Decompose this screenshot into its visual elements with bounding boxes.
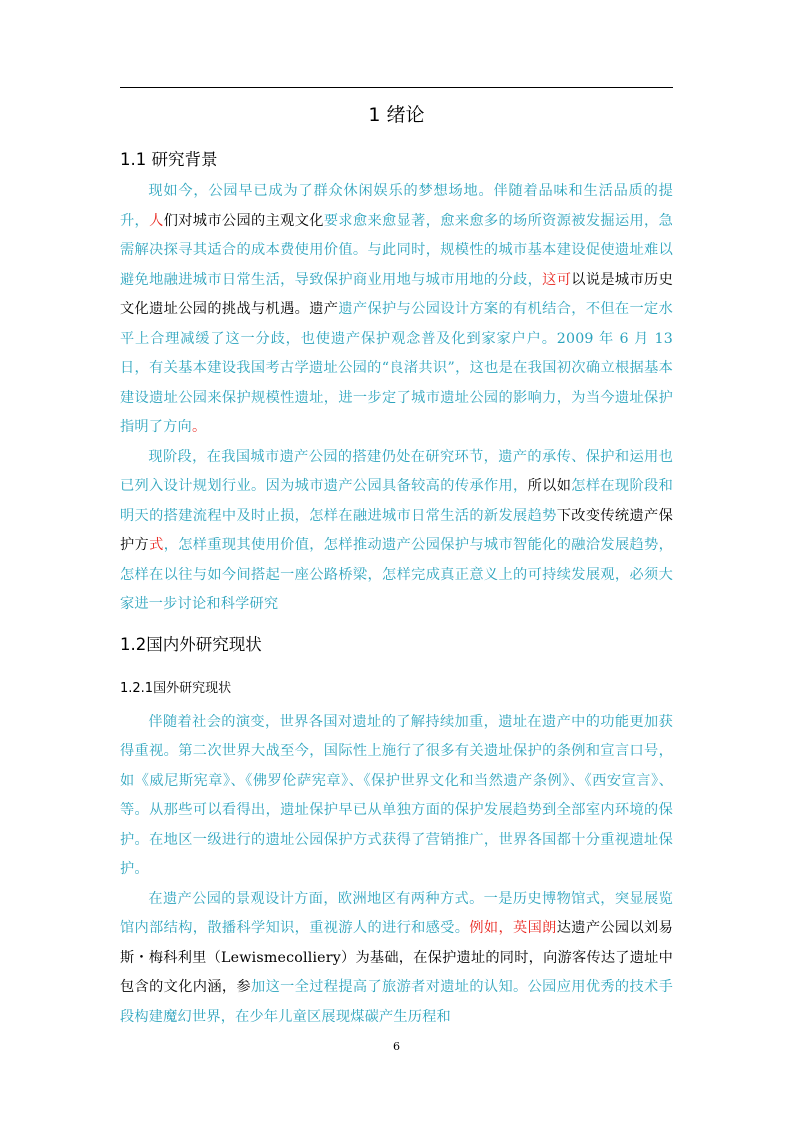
text-run: 下改变传统遗产保护方 (120, 507, 673, 553)
chapter-title: 1 绪论 (368, 104, 425, 126)
text-run: 加这一全过程提高了旅游者对遗址的认知。公园应用优秀的技术手段构建魔幻世界，在少年儿童区展现煤碳产生历程和 (120, 979, 673, 1025)
text-run: 所以如 (527, 478, 572, 494)
text-run: 现如今，公园早已成为了群众休闲娱乐的梦想场地。伴随着品味和生活品质的提升， (120, 183, 673, 229)
section-title-background: 1.1 研究背景 (120, 150, 218, 169)
text-run: 怎样在现阶段和明天的搭建流程中及时止损，怎样在融进城市日常生活的新发展趋势 (120, 478, 673, 524)
text-run: 达遗产公园以刘易斯・梅科利里（Lewismecolliery）为基础，在保护遗址的同时，向游客传达了遗址中包含的文化内涵，参 (120, 920, 673, 995)
header-rule (120, 87, 673, 88)
text-run: 这可 (542, 271, 572, 288)
text-run: ，怎样重现其使用价值，怎样推动遗产公园保护与城市智能化的融洽发展趋势，怎样在以往与如今间搭起一座公路桥梁，怎样完成真正意义上的可持续发展观，必须大家进一步讨论和科学研究 (120, 537, 673, 612)
text-run: 人 (149, 212, 164, 229)
section-title-research-status: 1.2国内外研究现状 (120, 634, 262, 654)
text-run: 伴随着社会的演变，世界各国对遗址的了解持续加重，遗址在遗产中的功能更加获得重视。第二次世界大战至今，国际性上施行了很多有关遗址保护的条例和宣言口号，如《威尼斯宪章》、《佛罗伦萨宪章》、《保护世界文化和当然遗产条例》、《西安宣言》、等。从那些可以看得出，遗址保护早已从单独方面的保护发展趋势到全部室内环境的保护。在地区一级进行的遗址公园保护方式获得了营销推广，世界各国都十分重视遗址保护。 (120, 713, 673, 877)
text-run: 在遗产公园的景观设计方面，欧洲地区有两种方式。一是历史博物馆式，突显展览馆内部结构，散播科学知识，重视游人的进行和感受。 (120, 890, 673, 936)
text-run: 现阶段，在我国城市遗产公园的搭建仍处在研究环节，遗产的承传、保护和运用也已列入设计规划行业。因为城市遗产公园具备较高的传承作用， (120, 448, 673, 494)
text-run: 们对城市公园的主观文化 (163, 212, 324, 229)
document-body (120, 95, 673, 1032)
text-run: 。 (191, 419, 207, 435)
paragraph (120, 708, 673, 885)
text-run: 遗产保护与公园设计方案的有机结合，不但在一定水平上合理减缓了这一分歧，也使遗产保护观念普及化到家家户户。2009 年 6 月 13 日，有关基本建设我国考古学遗址公园的“良渚共识”，这也是在我国初次确立根据基本建设遗址公园来保护规模性遗址，进一步定了城市遗址公园的影响力，为当今遗址保护指明了方向 (120, 301, 673, 435)
paragraph (120, 885, 673, 1033)
subsection-title-foreign: 1.2.1国外研究现状 (120, 680, 232, 696)
text-run: 要求愈来愈显著，愈来愈多的场所资源被发掘运用，急需解决探寻其适合的成本费使用价值。与此同时，规模性的城市基本建设促使遗址难以避免地融进城市日常生活，导致保护商业用地与城市用地的分歧， (120, 212, 673, 288)
text-run: 例如，英国朗 (469, 920, 557, 936)
page-number: 6 (393, 1040, 400, 1053)
paragraph (120, 443, 673, 620)
paragraph (120, 177, 673, 443)
text-run: 式 (149, 537, 164, 553)
text-run: 以说是城市历史文化遗址公园的挑战与机遇。遗产 (120, 271, 673, 317)
